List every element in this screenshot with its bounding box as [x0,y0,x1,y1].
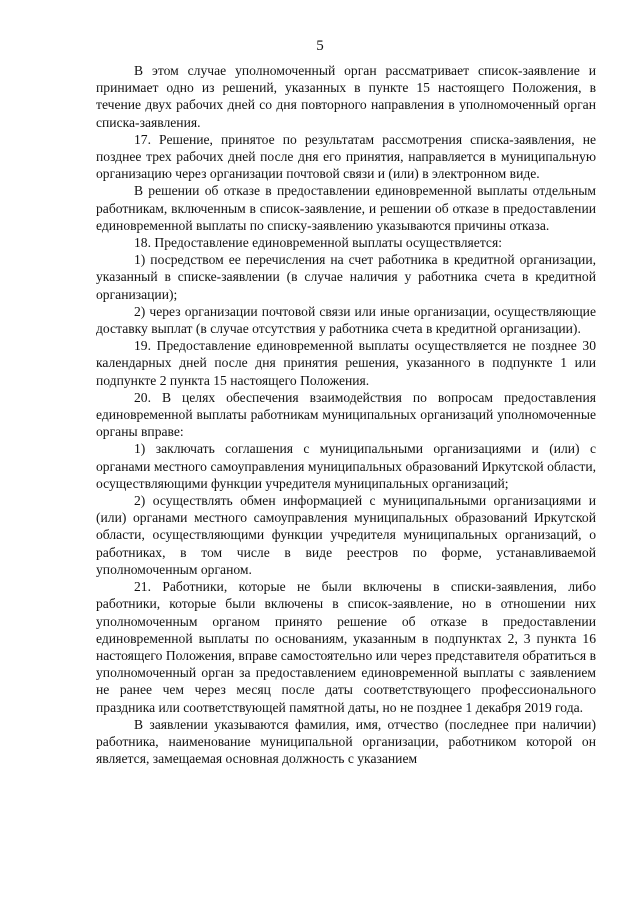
paragraph-18: 18. Предоставление единовременной выплаты осуществляется: [134,235,502,251]
paragraph-refusal-reasons: В решении об отказе в предоставлении единовременной выплаты отдельным работникам, включенным в список-заявление, и решении об отказе в предоставлении единовременной выплаты по списку-заявлению указываются причины отказа. [96,183,596,233]
paragraph-20: 20. В целях обеспечения взаимодействия по вопросам предоставления единовременной выплаты работникам муниципальных организаций уполномоченные органы вправе: [96,389,596,440]
paragraph-20-item-2: 2) осуществлять обмен информацией с муниципальными организациями и (или) органами местного самоуправления муниципальных образований Иркутской области, осуществляющими функции учредителя муниципальных организаций, о работниках, в том числе в виде реестров по форме, устанавливаемой уполномоченным органом. [96,493,596,577]
paragraph-21: 21. Работники, которые не были включены в списки-заявления, либо работники, которые были включены в список-заявление, но в отношении них уполномоченным органом принято решение об отказе в предоставлении единовременной выплаты по основаниям, указанным в подпунктах 2, 3 пункта 16 настоящего Положения, вправе самостоятельно или через представителя обратиться в уполномоченный орган за предоставлением единовременной выплаты с заявлением не ранее чем через месяц после даты соответствующего профессионального праздника или соответствующей памятной даты, но не позднее 1 декабря 2019 года. [96,579,596,715]
document-body [96,62,596,767]
paragraph-17: 17. Решение, принятое по результатам рассмотрения списка-заявления, не позднее трех рабочих дней после дня его принятия, направляется в муниципальную организацию через организации почтовой связи и (или) в электронном виде. [96,131,596,182]
paragraph-repeat-review: В этом случае уполномоченный орган рассматривает список-заявление и принимает одно из решений, указанных в пункте 15 настоящего Положения, в течение двух рабочих дней со дня повторного направления в уполномоченный орган списка-заявления. [96,63,596,130]
paragraph-18-item-1: 1) посредством ее перечисления на счет работника в кредитной организации, указанный в списке-заявлении (в случае наличия у работника счета в кредитной организации); [96,252,596,302]
paragraph-18-item-2: 2) через организации почтовой связи или иные организации, осуществляющие доставку выплат (в случае отсутствия у работника счета в кредитной организации). [96,303,596,337]
page-number: 5 [316,38,324,54]
paragraph-application-contents: В заявлении указываются фамилия, имя, отчество (последнее при наличии) работника, наименование муниципальной организации, работником которой он является, замещаемая основная должность с указанием [96,716,596,767]
paragraph-19: 19. Предоставление единовременной выплаты осуществляется не позднее 30 календарных дней после дня принятия решения, указанного в подпункте 1 или подпункте 2 пункта 15 настоящего Положения. [96,338,596,388]
paragraph-20-item-1: 1) заключать соглашения с муниципальными организациями и (или) с органами местного самоуправления муниципальных образований Иркутской области, осуществляющими функции учредителя муниципальных организаций; [96,441,596,491]
